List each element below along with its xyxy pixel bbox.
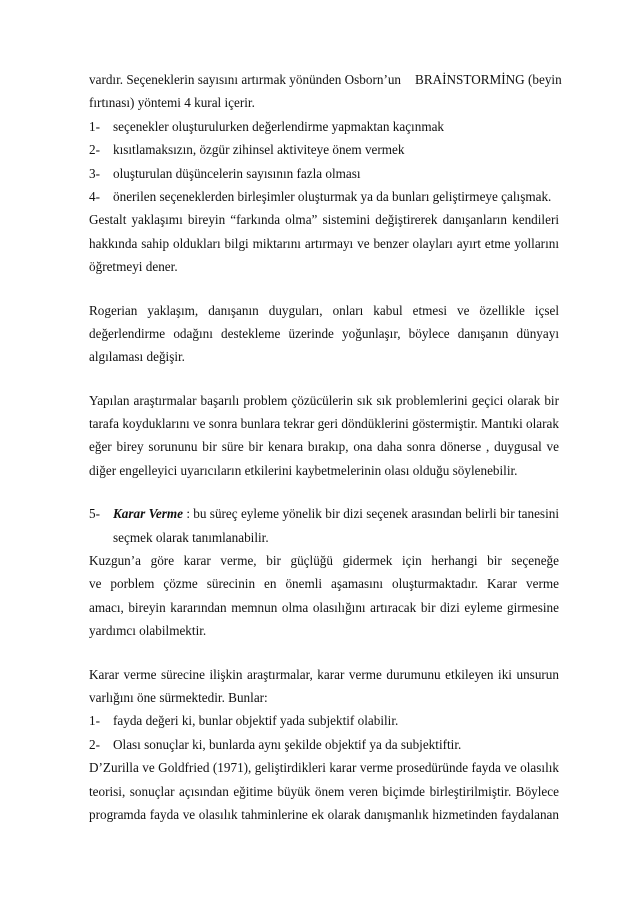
text-line: varlığını öne sürmektedir. Bunlar: xyxy=(89,689,268,705)
list-text: kısıtlamaksızın, özgür zihinsel aktiviteye önem vermek xyxy=(113,142,405,158)
text-line xyxy=(89,68,562,91)
list-number: 2- xyxy=(89,142,100,158)
list-number: 2- xyxy=(89,736,100,752)
text-line: Yapılan araştırmalar başarılı problem çözücülerin sık sık problemlerini geçici olarak bir xyxy=(89,392,559,408)
text-line: fırtınası) yöntemi 4 kural içerir. xyxy=(89,95,255,111)
text-line: eğer birey sorununu bir süre bir kenara bırakıp, ona daha sonra dönerse , duygusal ve xyxy=(89,439,559,455)
text-line: amacı, bireyin kararından memnun olma olasılığını artıracak bir dizi eyleme girmesine xyxy=(89,599,559,615)
text-line: değerlendirme odağını destekleme üzerinde yoğunlaşır, böylece danışanın dünyayı xyxy=(89,325,559,341)
text-line: Gestalt yaklaşımı bireyin “farkında olma” sistemini değiştirerek danışanların kendileri xyxy=(89,212,559,228)
list-item xyxy=(89,115,559,138)
text-span: BRAİNSTORMİNG (beyin xyxy=(415,72,562,87)
list-item xyxy=(89,162,559,185)
term-karar-verme: Karar Verme xyxy=(113,506,183,522)
paragraph-gap xyxy=(89,482,559,502)
list-item xyxy=(89,138,559,161)
list-number: 3- xyxy=(89,165,100,181)
list-item xyxy=(89,709,559,732)
text-line: öğretmeyi dener. xyxy=(89,259,178,275)
text-line: programda fayda ve olasılık tahminlerine ek olarak danışmanlık hizmetinden faydalanan xyxy=(89,806,559,822)
list-text: oluşturulan düşüncelerin sayısının fazla olması xyxy=(113,165,361,181)
text-line: algılaması değişir. xyxy=(89,349,185,365)
text-span: vardır. Seçeneklerin sayısını artırmak yönünden Osborn’un xyxy=(89,72,402,87)
text-line: Kuzgun’a göre karar verme, bir güçlüğü gidermek için herhangi bir seçeneğe xyxy=(89,553,559,569)
text-line: seçmek olarak tanımlanabilir. xyxy=(113,529,269,545)
list-number: 4- xyxy=(89,188,100,204)
text-line: yardımcı olabilmektir. xyxy=(89,623,207,639)
list-item xyxy=(89,185,559,208)
paragraph-gap xyxy=(89,369,559,389)
list-number: 1- xyxy=(89,713,100,729)
text-line: tarafa koyduklarını ve sonra bunlara tekrar geri döndüklerini göstermiştir. Mantıki olarak xyxy=(89,416,559,432)
list-text: önerilen seçeneklerden birleşimler oluşturmak ya da bunları geliştirmeye çalışmak. xyxy=(113,188,552,204)
list-number: 1- xyxy=(89,118,100,134)
paragraph-gap xyxy=(89,643,559,663)
text-line: diğer engelleyici uyarıcıların etkilerini kaybetmelerinin olası olduğu söylenebilir. xyxy=(89,462,518,478)
paragraph-gap xyxy=(89,279,559,299)
text-line: ve porblem çözme sürecinin en önemli aşamasını oluşturmaktadır. Karar verme xyxy=(89,576,559,592)
text-line: teorisi, sonuçlar açısından eğitime büyük önem veren biçimde birleştirilmiştir. Böylece xyxy=(89,783,559,799)
list-text: seçenekler oluşturulurken değerlendirme yapmaktan kaçınmak xyxy=(113,118,445,134)
text-line: hakkında sahip oldukları bilgi miktarını artırmayı ve benzer olayları ayırt etme yollarını xyxy=(89,235,559,251)
list-text: fayda değeri ki, bunlar objektif yada subjektif olabilir. xyxy=(113,713,399,729)
term-definition: : bu süreç eyleme yönelik bir dizi seçenek arasından belirli bir tanesini xyxy=(183,506,559,522)
list-item xyxy=(89,502,559,525)
document-page xyxy=(89,68,562,826)
list-text xyxy=(113,502,559,525)
text-line: Rogerian yaklaşım, danışanın duyguları, onları kabul etmesi ve özellikle içsel xyxy=(89,302,559,318)
list-number: 5- xyxy=(89,506,100,522)
list-text: Olası sonuçlar ki, bunlarda aynı şekilde objektif ya da subjektiftir. xyxy=(113,736,462,752)
list-item xyxy=(89,733,559,756)
text-line: Karar verme sürecine ilişkin araştırmalar, karar verme durumunu etkileyen iki unsurun xyxy=(89,666,559,682)
text-line: D’Zurilla ve Goldfried (1971), geliştirdikleri karar verme prosedüründe fayda ve olasılık xyxy=(89,760,559,776)
